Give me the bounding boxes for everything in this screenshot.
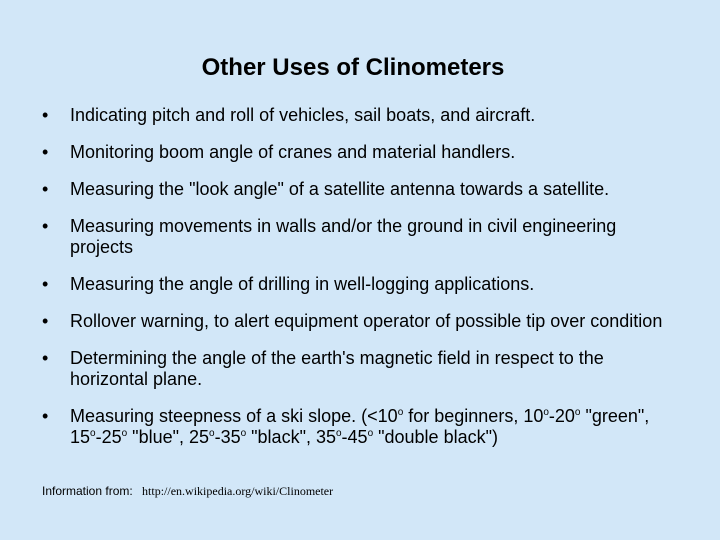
bullet-dot-icon: • (42, 348, 49, 368)
degree-mark: o (240, 428, 247, 439)
bullet-text: Indicating pitch and roll of vehicles, sail boats, and aircraft. (70, 105, 536, 125)
degree-mark: o (397, 407, 404, 418)
bullet-text: Measuring movements in walls and/or the ground in civil engineering projects (70, 216, 617, 257)
bullet-item (42, 311, 682, 332)
bullet-item (42, 105, 682, 126)
bullet-dot-icon: • (42, 406, 49, 426)
bullet-text: Determining the angle of the earth's magnetic field in respect to the horizontal plane. (70, 348, 604, 389)
source-footer (42, 483, 333, 499)
bullet-item (42, 216, 682, 258)
degree-mark: o (335, 428, 342, 439)
bullet-item (42, 274, 682, 295)
bullet-item (42, 179, 682, 200)
bullet-dot-icon: • (42, 216, 49, 236)
bullet-dot-icon: • (42, 179, 49, 199)
degree-mark: o (209, 428, 215, 439)
slide-title: Other Uses of Clinometers (201, 54, 505, 81)
source-link[interactable]: http://en.wikipedia.org/wiki/Clinometer (142, 484, 334, 498)
bullet-dot-icon: • (42, 142, 49, 162)
bullet-text: Monitoring boom angle of cranes and material handlers. (70, 142, 516, 162)
bullet-text: Rollover warning, to alert equipment operator of possible tip over condition (70, 311, 663, 331)
bullet-list (42, 105, 682, 464)
bullet-item (42, 348, 682, 390)
degree-mark: o (90, 428, 96, 439)
degree-mark: o (121, 428, 128, 439)
degree-mark: o (543, 407, 549, 418)
bullet-text: Measuring steepness of a ski slope. ($<10^o$ for beginners, 10$^o$-20$^o$ "green", 15$^o$-25$^o$ "blue", 25$^o$-35$^o$ "black", 35$^o$-45$^o$ "double black") (70, 406, 650, 447)
degree-mark: o (574, 407, 581, 418)
bullet-text: Measuring the "look angle" of a satellite antenna towards a satellite. (70, 179, 610, 199)
bullet-dot-icon: • (42, 274, 49, 294)
bullet-text: Measuring the angle of drilling in well-logging applications. (70, 274, 535, 294)
bullet-dot-icon: • (42, 311, 49, 331)
bullet-item-ski-slope (42, 406, 682, 448)
degree-mark: o (367, 428, 374, 439)
bullet-item (42, 142, 682, 163)
footer-label: Information from: (42, 484, 133, 498)
bullet-dot-icon: • (42, 105, 49, 125)
